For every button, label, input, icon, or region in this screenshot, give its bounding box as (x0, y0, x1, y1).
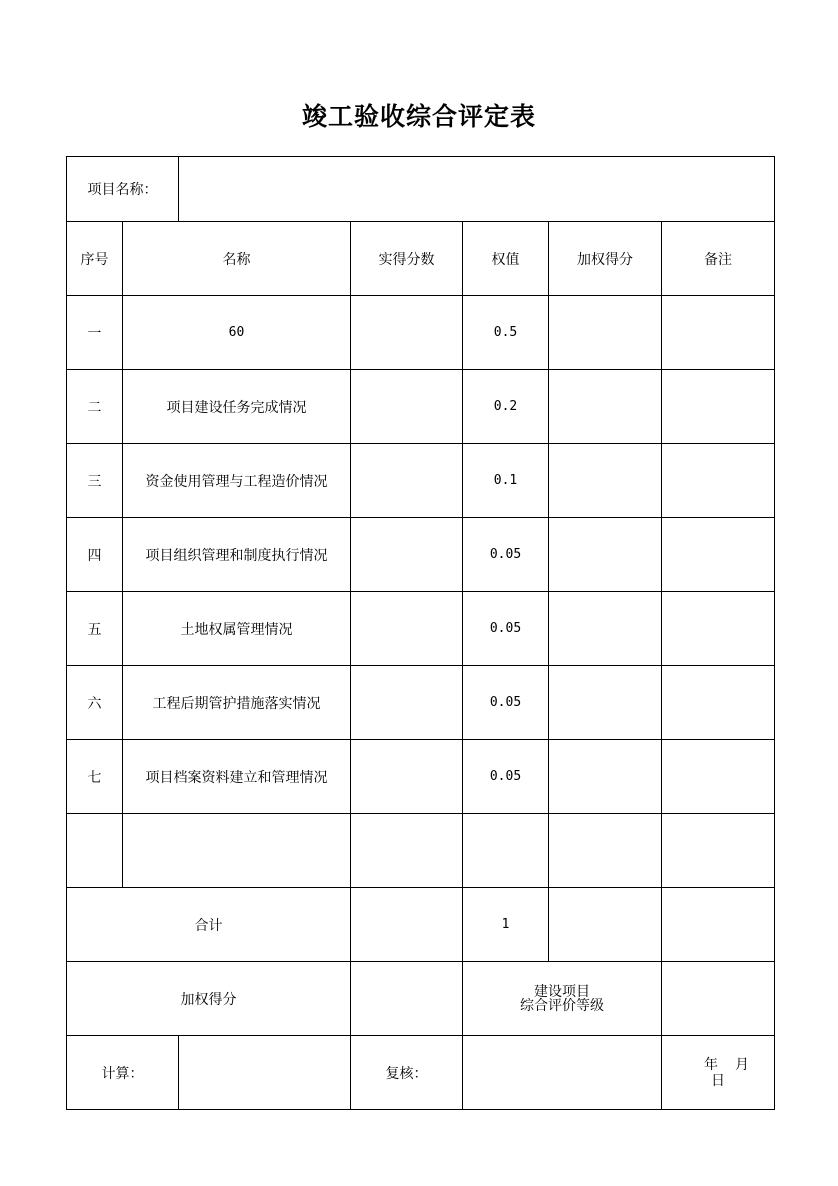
row-note[interactable] (662, 296, 775, 370)
row-no: 七 (67, 740, 123, 814)
review-value[interactable] (463, 1036, 662, 1110)
row-name: 项目组织管理和制度执行情况 (123, 518, 351, 592)
table-row (67, 740, 775, 814)
table-row (67, 296, 775, 370)
row-score[interactable] (351, 666, 463, 740)
row-name: 土地权属管理情况 (123, 592, 351, 666)
rating-label-line2: 综合评价等级 (520, 997, 604, 1014)
row-weight: 0.5 (463, 296, 549, 370)
total-row (67, 888, 775, 962)
row-weighted[interactable] (549, 370, 662, 444)
row-name: 资金使用管理与工程造价情况 (123, 444, 351, 518)
row-weight: 0.05 (463, 592, 549, 666)
calc-value[interactable] (179, 1036, 351, 1110)
header-row (67, 222, 775, 296)
row-no (67, 814, 123, 888)
row-weight: 0.05 (463, 740, 549, 814)
row-note[interactable] (662, 518, 775, 592)
row-weighted[interactable] (549, 666, 662, 740)
row-score[interactable] (351, 518, 463, 592)
table-row (67, 370, 775, 444)
row-weight: 0.05 (463, 518, 549, 592)
row-note[interactable] (662, 666, 775, 740)
row-score[interactable] (351, 444, 463, 518)
row-weight[interactable] (463, 814, 549, 888)
header-score: 实得分数 (351, 222, 463, 296)
row-no: 六 (67, 666, 123, 740)
row-weighted[interactable] (549, 592, 662, 666)
row-no: 五 (67, 592, 123, 666)
table-row (67, 666, 775, 740)
row-name: 项目档案资料建立和管理情况 (123, 740, 351, 814)
total-label: 合计 (67, 888, 351, 962)
calc-label: 计算： (67, 1036, 179, 1110)
page-title: 竣工验收综合评定表 (301, 102, 536, 131)
row-no: 四 (67, 518, 123, 592)
row-name: 工程后期管护措施落实情况 (123, 666, 351, 740)
project-name-label: 项目名称： (67, 157, 179, 222)
row-weight: 0.05 (463, 666, 549, 740)
row-no: 二 (67, 370, 123, 444)
row-score[interactable] (351, 370, 463, 444)
table-row (67, 518, 775, 592)
row-score[interactable] (351, 592, 463, 666)
project-name-value[interactable] (179, 157, 775, 222)
table-row-empty (67, 814, 775, 888)
total-weighted[interactable] (549, 888, 662, 962)
row-note[interactable] (662, 740, 775, 814)
header-name: 名称 (123, 222, 351, 296)
row-note[interactable] (662, 370, 775, 444)
row-weight: 0.1 (463, 444, 549, 518)
row-score[interactable] (351, 740, 463, 814)
table-row (67, 444, 775, 518)
date-cell[interactable] (662, 1036, 775, 1110)
row-weighted[interactable] (549, 296, 662, 370)
row-weighted[interactable] (549, 444, 662, 518)
row-weighted[interactable] (549, 518, 662, 592)
total-note[interactable] (662, 888, 775, 962)
project-name-row (67, 157, 775, 222)
weighted-score-row (67, 962, 775, 1036)
table-row (67, 592, 775, 666)
header-note: 备注 (662, 222, 775, 296)
row-score[interactable] (351, 814, 463, 888)
weighted-score-value[interactable] (351, 962, 463, 1036)
evaluation-table (66, 156, 775, 1110)
rating-label (463, 962, 662, 1036)
row-name: 项目建设任务完成情况 (123, 370, 351, 444)
header-no: 序号 (67, 222, 123, 296)
header-weight: 权值 (463, 222, 549, 296)
row-note[interactable] (662, 814, 775, 888)
row-note[interactable] (662, 592, 775, 666)
row-name[interactable] (123, 814, 351, 888)
row-weighted[interactable] (549, 740, 662, 814)
row-weighted[interactable] (549, 814, 662, 888)
row-score[interactable] (351, 296, 463, 370)
rating-value[interactable] (662, 962, 775, 1036)
row-weight: 0.2 (463, 370, 549, 444)
review-label: 复核： (351, 1036, 463, 1110)
rating-label-line1: 建设项目 (534, 983, 590, 1000)
date-year: 年 (704, 1057, 718, 1073)
total-weight: 1 (463, 888, 549, 962)
weighted-score-label: 加权得分 (67, 962, 351, 1036)
row-note[interactable] (662, 444, 775, 518)
row-name: 60 (123, 296, 351, 370)
signature-row (67, 1036, 775, 1110)
row-no: 一 (67, 296, 123, 370)
date-month: 月 (735, 1057, 749, 1073)
row-no: 三 (67, 444, 123, 518)
date-day: 日 (711, 1073, 725, 1089)
header-weighted: 加权得分 (549, 222, 662, 296)
total-score[interactable] (351, 888, 463, 962)
